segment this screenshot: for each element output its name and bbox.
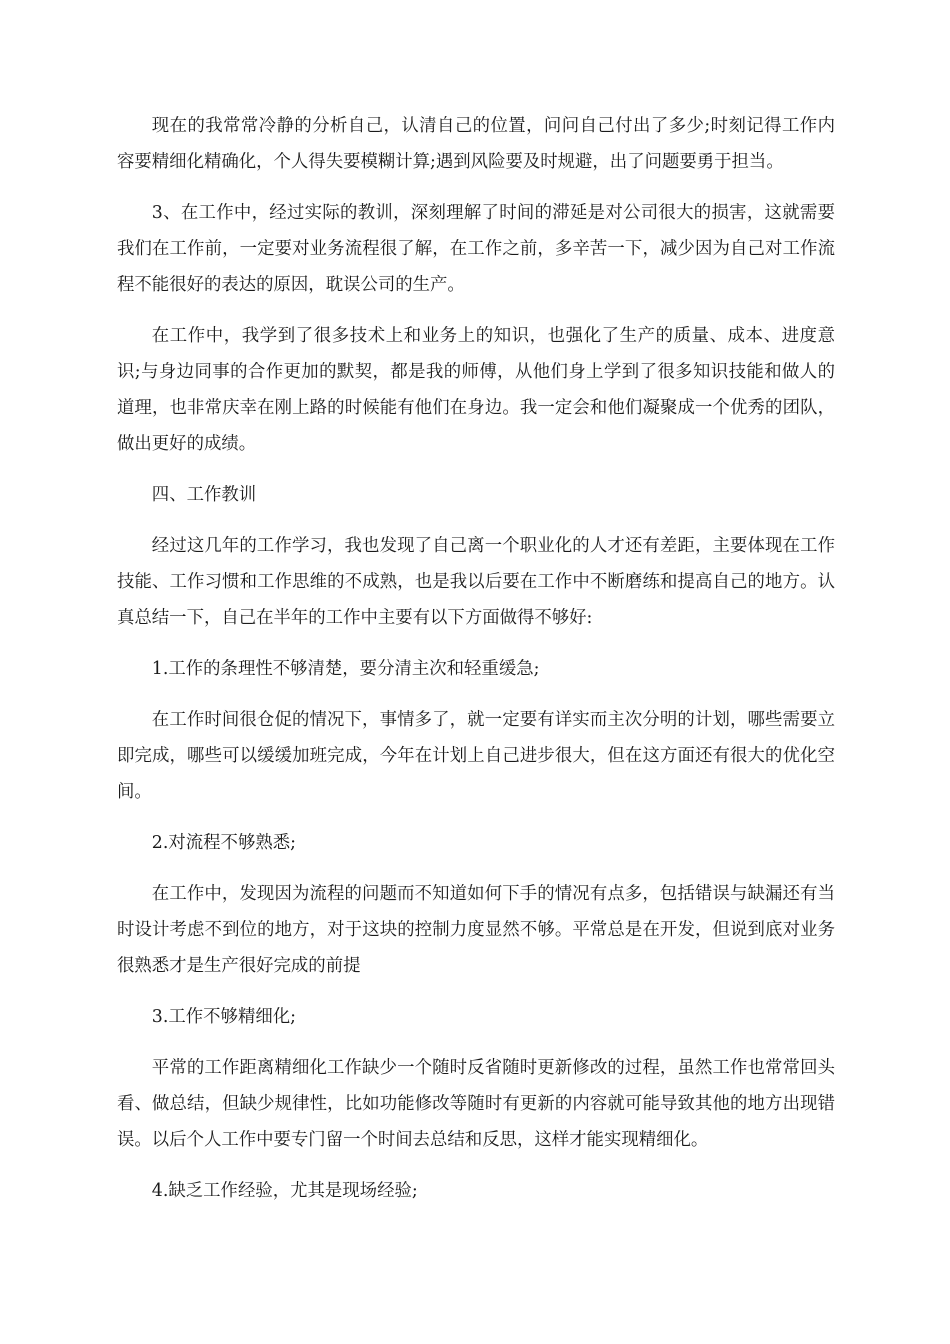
paragraph-lessons-intro: 经过这几年的工作学习，我也发现了自己离一个职业化的人才还有差距，主要体现在工作技能、工作习惯和工作思维的不成熟，也是我以后要在工作中不断磨练和提高自己的地方。认真总结一下，自己在半年的工作中主要有以下方面做得不够好: xyxy=(117,536,835,628)
paragraph-point-3-time-delay: 3、在工作中，经过实际的教训，深刻理解了时间的滞延是对公司很大的损害，这就需要我们在工作前，一定要对业务流程很了解，在工作之前，多辛苦一下，减少因为自己对工作流程不能很好的表达的原因，耽误公司的生产。 xyxy=(117,203,835,295)
list-item-3-heading: 3.工作不够精细化; xyxy=(151,1007,296,1027)
list-item-4-heading: 4.缺乏工作经验，尤其是现场经验; xyxy=(151,1181,418,1201)
paragraph-item-3-detail: 平常的工作距离精细化工作缺少一个随时反省随时更新修改的过程，虽然工作也常常回头看、做总结，但缺少规律性，比如功能修改等随时有更新的内容就可能导致其他的地方出现错误。以后个人工作中要专门留一个时间去总结和反思，这样才能实现精细化。 xyxy=(117,1058,835,1150)
paragraph-self-reflection: 现在的我常常冷静的分析自己，认清自己的位置，问问自己付出了多少;时刻记得工作内容要精细化精确化，个人得失要模糊计算;遇到风险要及时规避，出了问题要勇于担当。 xyxy=(117,116,835,172)
document-body xyxy=(117,108,835,1224)
list-item-1-heading: 1.工作的条理性不够清楚，要分清主次和轻重缓急; xyxy=(151,659,540,679)
paragraph-item-2-detail: 在工作中，发现因为流程的问题而不知道如何下手的情况有点多，包括错误与缺漏还有当时设计考虑不到位的地方，对于这块的控制力度显然不够。平常总是在开发，但说到底对业务很熟悉才是生产很好完成的前提 xyxy=(117,884,835,976)
paragraph-learning-knowledge: 在工作中，我学到了很多技术上和业务上的知识，也强化了生产的质量、成本、进度意识;与身边同事的合作更加的默契，都是我的师傅，从他们身上学到了很多知识技能和做人的道理，也非常庆幸在刚上路的时候能有他们在身边。我一定会和他们凝聚成一个优秀的团队，做出更好的成绩。 xyxy=(117,326,835,454)
section-heading-lessons: 四、工作教训 xyxy=(151,485,257,505)
list-item-2-heading: 2.对流程不够熟悉; xyxy=(151,833,296,853)
paragraph-item-1-detail: 在工作时间很仓促的情况下，事情多了，就一定要有详实而主次分明的计划，哪些需要立即完成，哪些可以缓缓加班完成，今年在计划上自己进步很大，但在这方面还有很大的优化空间。 xyxy=(117,710,835,802)
